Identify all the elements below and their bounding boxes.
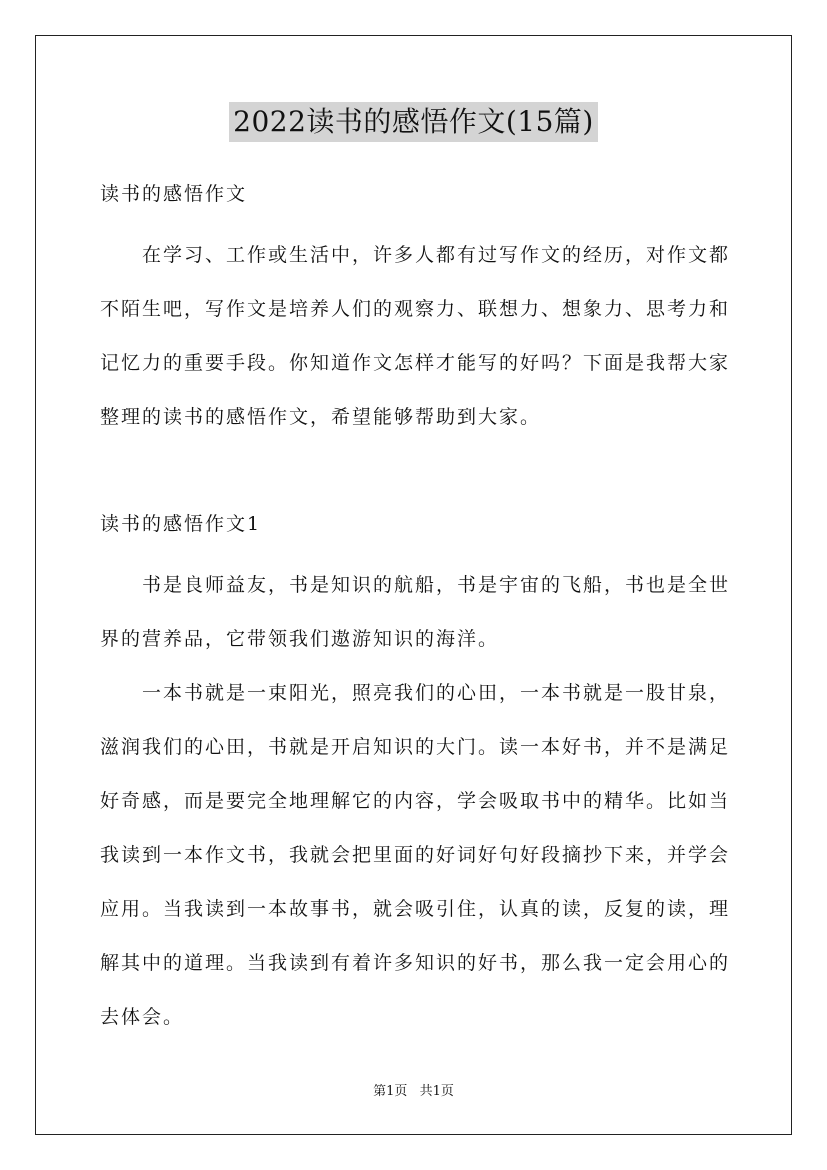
- paragraph: 书是良师益友，书是知识的航船，书是宇宙的飞船，书也是全世界的营养品，它带领我们遨游知识的海洋。: [100, 574, 731, 650]
- document-body: [100, 176, 730, 1044]
- document-title: 2022读书的感悟作文(15篇): [229, 102, 598, 142]
- paragraph: 一本书就是一束阳光，照亮我们的心田，一本书就是一股甘泉，滋润我们的心田，书就是开启知识的大门。读一本好书，并不是满足好奇感，而是要完全地理解它的内容，学会吸取书中的精华。比如当我读到一本作文书，我就会把里面的好词好句好段摘抄下来，并学会应用。当我读到一本故事书，就会吸引住，认真的读，反复的读，理解其中的道理。当我读到有着许多知识的好书，那么我一定会用心的去体会。: [100, 682, 731, 1028]
- section-heading: 读书的感悟作文: [100, 183, 248, 205]
- page-footer: [0, 1083, 827, 1101]
- paragraph: 在学习、工作或生活中，许多人都有过写作文的经历，对作文都不陌生吧，写作文是培养人们的观察力、联想力、想象力、思考力和记忆力的重要手段。你知道作文怎样才能写的好吗？下面是我帮大家整理的读书的感悟作文，希望能够帮助到大家。: [100, 244, 731, 428]
- page-number: 第1页: [373, 1084, 408, 1099]
- section-heading: 读书的感悟作文1: [100, 513, 262, 535]
- page-total: 共1页: [419, 1084, 454, 1099]
- title-container: [0, 102, 827, 142]
